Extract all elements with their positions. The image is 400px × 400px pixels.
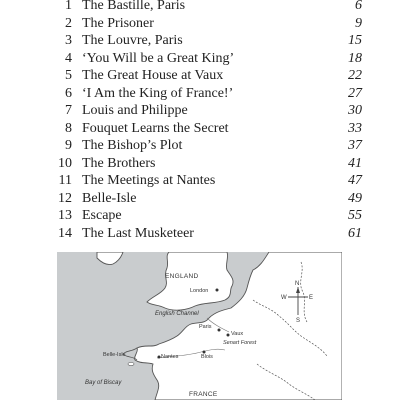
chapter-number: 11 — [58, 173, 72, 188]
chapter-title: ‘You Will be a Great King’ — [82, 50, 235, 66]
toc-row-13[interactable] — [48, 207, 362, 225]
london-label: London — [190, 288, 209, 294]
vaux-label: Vaux — [231, 331, 244, 337]
toc-row-10[interactable] — [48, 155, 362, 173]
nantes-label: Nantes — [161, 354, 179, 360]
chapter-number: 13 — [58, 208, 72, 223]
chapter-number: 10 — [58, 155, 72, 171]
toc-row-2[interactable] — [48, 15, 362, 33]
chapter-number: 14 — [58, 225, 72, 241]
chapter-title: Louis and Philippe — [82, 103, 188, 118]
bay-of-biscay-label: Bay of Biscay — [85, 380, 122, 386]
compass-east-label: E — [309, 295, 314, 301]
chapter-page: 47 — [348, 173, 362, 188]
chapter-number: 1 — [65, 0, 72, 13]
chapter-page: 30 — [348, 103, 362, 118]
chapter-number: 12 — [58, 190, 72, 206]
chapter-number: 4 — [65, 50, 72, 66]
map-svg — [57, 252, 342, 400]
toc-row-8[interactable] — [48, 120, 362, 138]
chapter-page: 9 — [355, 15, 362, 31]
table-of-contents — [48, 0, 362, 248]
toc-row-3[interactable] — [48, 32, 362, 50]
chapter-title: The Prisoner — [82, 15, 154, 31]
france-label: FRANCE — [189, 391, 218, 398]
chapter-page: 61 — [348, 225, 362, 241]
english-channel-label: English Channel — [155, 311, 199, 317]
toc-row-5[interactable] — [48, 67, 362, 85]
chapter-number: 3 — [65, 33, 72, 48]
chapter-page: 18 — [348, 50, 362, 66]
chapter-page: 27 — [348, 85, 362, 101]
toc-row-14[interactable] — [48, 225, 362, 243]
blois-label: Blois — [201, 354, 213, 360]
toc-row-4[interactable] — [48, 50, 362, 68]
map-of-france — [57, 252, 342, 400]
toc-row-9[interactable] — [48, 137, 362, 155]
compass-west-label: W — [281, 295, 287, 301]
chapter-title: The Louvre, Paris — [82, 33, 183, 48]
chapter-page: 6 — [355, 0, 362, 13]
chapter-title: The Bishop’s Plot — [82, 138, 183, 153]
chapter-number: 7 — [65, 103, 72, 118]
compass-north-label: N — [295, 281, 300, 287]
chapter-page: 15 — [348, 33, 362, 48]
chapter-number: 9 — [65, 138, 72, 153]
chapter-title: The Brothers — [82, 155, 156, 171]
london-marker — [216, 289, 219, 292]
chapter-title: Fouquet Learns the Secret — [82, 120, 229, 136]
toc-row-11[interactable] — [48, 172, 362, 190]
chapter-title: The Last Musketeer — [82, 225, 194, 241]
chapter-page: 49 — [348, 190, 362, 206]
chapter-page: 22 — [348, 68, 362, 83]
compass-south-label: S — [296, 318, 301, 324]
toc-row-12[interactable] — [48, 190, 362, 208]
chapter-number: 6 — [65, 85, 72, 101]
belle-isle-island — [128, 363, 134, 366]
chapter-title: Escape — [82, 208, 122, 223]
belle-isle-label: Belle-Isle — [103, 352, 126, 358]
toc-row-6[interactable] — [48, 85, 362, 103]
chapter-title: The Meetings at Nantes — [82, 173, 216, 188]
chapter-number: 8 — [65, 120, 72, 136]
chapter-title: Belle-Isle — [82, 190, 137, 206]
chapter-page: 37 — [348, 138, 362, 153]
chapter-title: The Great House at Vaux — [82, 68, 224, 83]
chapter-title: The Bastille, Paris — [82, 0, 186, 13]
chapter-page: 41 — [348, 155, 362, 171]
paris-marker — [218, 329, 221, 332]
chapter-number: 5 — [65, 68, 72, 83]
chapter-page: 55 — [348, 208, 362, 223]
england-label: ENGLAND — [165, 273, 199, 280]
senart-forest-label: Senart Forest — [223, 340, 257, 346]
paris-label: Paris — [199, 324, 212, 330]
toc-row-1[interactable] — [48, 0, 362, 15]
toc-row-7[interactable] — [48, 102, 362, 120]
chapter-title: ‘I Am the King of France!’ — [82, 85, 234, 101]
vaux-marker — [227, 334, 230, 337]
chapter-page: 33 — [348, 120, 362, 136]
chapter-number: 2 — [65, 15, 72, 31]
